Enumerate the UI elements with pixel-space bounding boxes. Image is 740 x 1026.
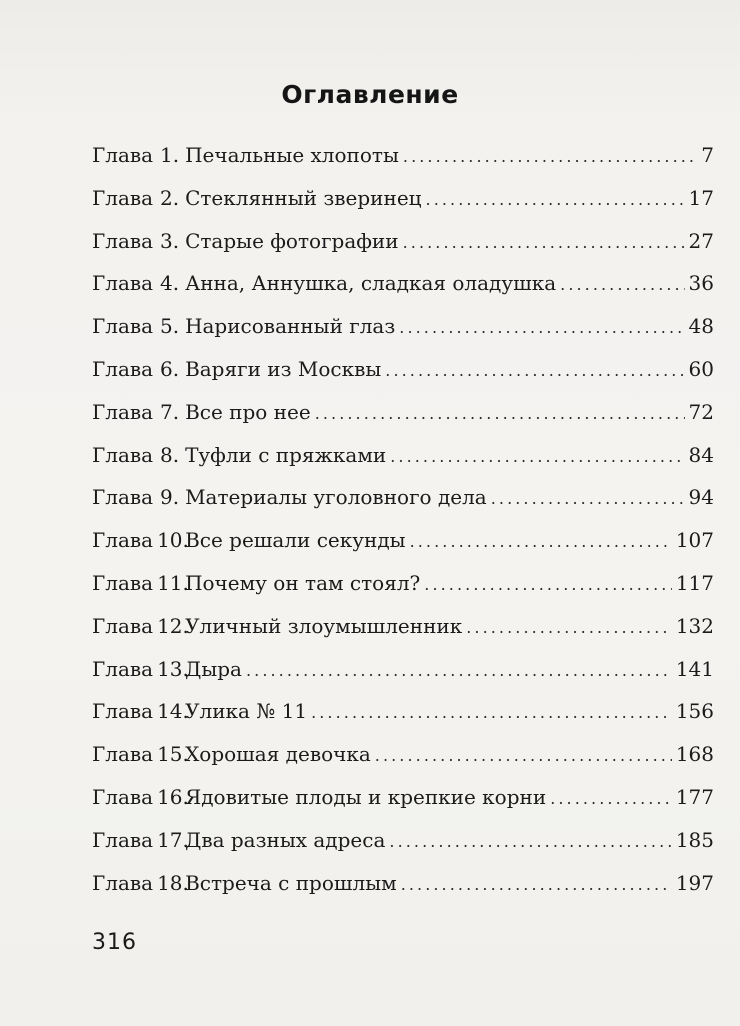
chapter-page-number: 94 — [688, 485, 714, 510]
dot-leader — [401, 871, 672, 899]
chapter-page-number: 72 — [688, 399, 714, 424]
chapter-page-number: 27 — [688, 228, 714, 253]
toc-entry — [92, 269, 714, 312]
toc-entry-label — [92, 355, 381, 383]
dot-leader — [410, 528, 672, 556]
chapter-word: Глава — [92, 613, 154, 638]
chapter-number: 10. — [157, 528, 189, 553]
chapter-word: Глава — [92, 314, 154, 339]
toc-entry — [92, 312, 714, 355]
toc-entry — [92, 697, 714, 740]
dot-leader — [550, 785, 672, 813]
chapter-word: Глава — [92, 870, 154, 895]
chapter-page-number: 177 — [675, 784, 714, 809]
chapter-number: 12. — [157, 613, 189, 638]
page-number: 316 — [92, 930, 137, 955]
chapter-number: 6. — [159, 356, 180, 381]
toc-entry — [92, 441, 714, 484]
toc-title: Оглавление — [281, 80, 459, 109]
chapter-page-number: 17 — [688, 185, 714, 210]
chapter-number: 16. — [157, 784, 189, 809]
toc-entry — [92, 141, 714, 184]
chapter-number: 4. — [159, 271, 180, 296]
chapter-title: Варяги из Москвы — [185, 356, 382, 381]
chapter-title: Стеклянный зверинец — [185, 185, 422, 210]
chapter-page-number: 36 — [688, 271, 714, 296]
chapter-page-number: 132 — [675, 613, 714, 638]
chapter-number: 9. — [159, 485, 180, 510]
toc-entry — [92, 355, 714, 398]
toc-entry-label — [92, 398, 311, 426]
dot-leader — [390, 443, 684, 471]
chapter-word: Глава — [92, 185, 154, 210]
chapter-word: Глава — [92, 228, 154, 253]
toc-entry — [92, 826, 714, 869]
chapter-title: Все про нее — [185, 399, 311, 424]
chapter-word: Глава — [92, 143, 154, 167]
toc-entry-label — [92, 697, 307, 725]
dot-leader — [315, 400, 685, 428]
dot-leader — [311, 699, 672, 727]
toc-entry — [92, 184, 714, 227]
toc-entry-label — [92, 312, 395, 340]
dot-leader — [246, 657, 672, 685]
chapter-title: Туфли с пряжками — [185, 442, 387, 467]
chapter-title: Улика № 11 — [185, 699, 308, 724]
chapter-word: Глава — [92, 271, 154, 296]
chapter-title: Два разных адреса — [185, 827, 386, 852]
chapter-number: 2. — [159, 185, 180, 210]
chapter-number: 1. — [159, 143, 180, 167]
chapter-page-number: 185 — [675, 827, 714, 852]
chapter-number: 7. — [159, 399, 180, 424]
dot-leader — [491, 485, 685, 513]
dot-leader — [375, 742, 672, 770]
dot-leader — [389, 828, 671, 856]
chapter-title: Нарисованный глаз — [185, 314, 396, 339]
chapter-page-number: 156 — [675, 699, 714, 724]
chapter-page-number: 117 — [675, 570, 714, 595]
chapter-word: Глава — [92, 570, 154, 595]
chapter-title: Старые фотографии — [185, 228, 399, 253]
chapter-page-number: 168 — [675, 742, 714, 767]
chapter-page-number: 107 — [675, 528, 714, 553]
chapter-page-number: 48 — [688, 314, 714, 339]
chapter-word: Глава — [92, 784, 154, 809]
chapter-title: Печальные хлопоты — [185, 143, 399, 167]
dot-leader — [385, 357, 684, 385]
chapter-word: Глава — [92, 742, 154, 767]
chapter-word: Глава — [92, 827, 154, 852]
toc-entry-label — [92, 141, 399, 169]
chapter-page-number: 7 — [701, 143, 714, 167]
chapter-title: Ядовитые плоды и крепкие корни — [185, 784, 547, 809]
toc-entry-label — [92, 227, 399, 255]
dot-leader — [560, 271, 684, 299]
toc-entry-label — [92, 826, 385, 854]
chapter-word: Глава — [92, 442, 154, 467]
chapter-word: Глава — [92, 656, 154, 681]
table-of-contents — [92, 141, 714, 911]
toc-entry-label — [92, 612, 462, 640]
chapter-number: 17. — [157, 827, 189, 852]
chapter-number: 14. — [157, 699, 189, 724]
chapter-number: 8. — [159, 442, 180, 467]
chapter-word: Глава — [92, 699, 154, 724]
dot-leader — [426, 186, 685, 214]
chapter-word: Глава — [92, 356, 154, 381]
toc-entry-label — [92, 869, 397, 897]
chapter-number: 13. — [157, 656, 189, 681]
toc-entry — [92, 612, 714, 655]
toc-entry — [92, 526, 714, 569]
toc-entry — [92, 783, 714, 826]
chapter-page-number: 197 — [675, 870, 714, 895]
dot-leader — [424, 571, 672, 599]
toc-entry-label — [92, 483, 487, 511]
chapter-title: Все решали секунды — [185, 528, 406, 553]
chapter-page-number: 141 — [675, 656, 714, 681]
chapter-title: Почему он там стоял? — [185, 570, 421, 595]
chapter-number: 15. — [157, 742, 189, 767]
toc-entry-label — [92, 184, 422, 212]
chapter-title: Уличный злоумышленник — [185, 613, 463, 638]
chapter-number: 3. — [159, 228, 180, 253]
chapter-title: Хорошая девочка — [185, 742, 371, 767]
chapter-title: Анна, Аннушка, сладкая оладушка — [185, 271, 557, 296]
chapter-title: Материалы уголовного дела — [185, 485, 487, 510]
chapter-page-number: 60 — [688, 356, 714, 381]
toc-entry-label — [92, 441, 386, 469]
toc-entry-label — [92, 526, 406, 554]
chapter-word: Глава — [92, 399, 154, 424]
chapter-number: 18. — [157, 870, 189, 895]
toc-entry — [92, 569, 714, 612]
chapter-title: Дыра — [185, 656, 242, 681]
chapter-title: Встреча с прошлым — [185, 870, 397, 895]
toc-entry — [92, 655, 714, 698]
toc-entry-label — [92, 569, 420, 597]
toc-entry-label — [92, 655, 242, 683]
chapter-word: Глава — [92, 528, 154, 553]
chapter-word: Глава — [92, 485, 154, 510]
toc-entry — [92, 227, 714, 270]
dot-leader — [399, 314, 684, 342]
toc-entry — [92, 869, 714, 912]
dot-leader — [466, 614, 672, 642]
toc-entry — [92, 483, 714, 526]
dot-leader — [403, 143, 697, 171]
dot-leader — [403, 229, 685, 257]
toc-entry — [92, 398, 714, 441]
toc-entry-label — [92, 269, 556, 297]
chapter-page-number: 84 — [688, 442, 714, 467]
toc-entry-label — [92, 740, 371, 768]
chapter-number: 11. — [157, 570, 189, 595]
toc-entry-label — [92, 783, 546, 811]
chapter-number: 5. — [159, 314, 180, 339]
toc-entry — [92, 740, 714, 783]
